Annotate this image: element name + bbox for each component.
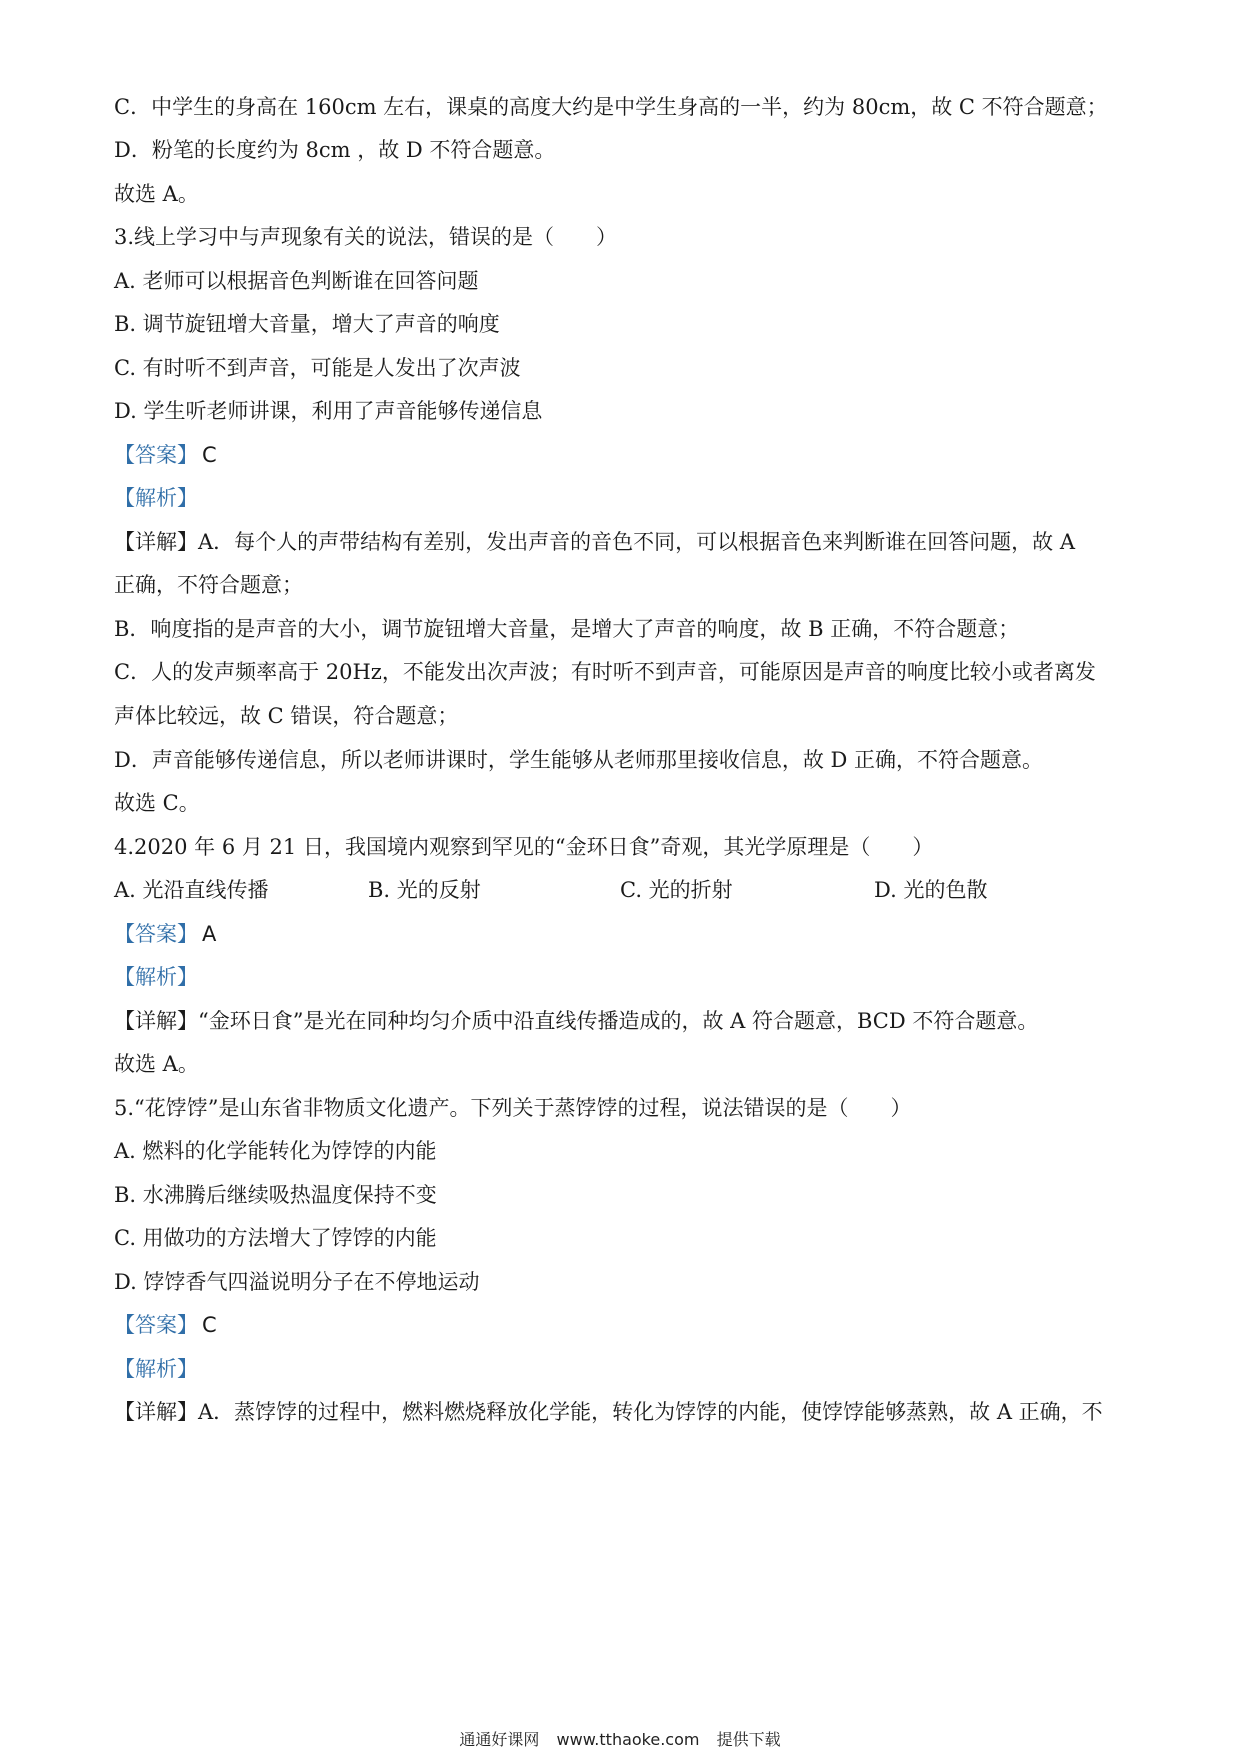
text-line: 故选 A。 [114,182,199,206]
text-line: 故选 C。 [114,791,200,815]
text-line: 故选 A。 [114,1052,199,1076]
question-4-option-a: A. 光沿直线传播 [114,878,269,902]
analysis-tag: 【解析】 [114,1357,198,1381]
text-line: D．声音能够传递信息，所以老师讲课时，学生能够从老师那里接收信息，故 D 正确，不符合题意。 [114,748,1044,772]
footer-site-name: 通通好课网 [459,1730,540,1749]
question-3-option-b: B. 调节旋钮增大音量，增大了声音的响度 [114,312,500,336]
question-5-option-d: D. 饽饽香气四溢说明分子在不停地运动 [114,1270,480,1294]
question-3-option-a: A. 老师可以根据音色判断谁在回答问题 [114,269,479,293]
question-5-answer [114,1311,217,1339]
question-5-option-b: B. 水沸腾后继续吸热温度保持不变 [114,1183,437,1207]
page-footer [0,1727,1240,1750]
footer-download: 提供下载 [716,1730,781,1749]
analysis-tag: 【解析】 [114,965,198,989]
detail-text: A．蒸饽饽的过程中，燃料燃烧释放化学能，转化为饽饽的内能，使饽饽能够蒸熟，故 A 正确，不 [198,1400,1103,1424]
footer-url-link[interactable]: www.tthaoke.com [556,1730,700,1749]
question-5-detail [114,1398,1103,1426]
text-line: 正确，不符合题意； [114,573,303,597]
text-line: C．人的发声频率高于 20Hz，不能发出次声波；有时听不到声音，可能原因是声音的响度比较小或者离发 [114,660,1096,684]
question-4-option-c: C. 光的折射 [620,878,733,902]
answer-value: C [202,1313,217,1337]
question-3-analysis [114,484,198,512]
question-3-stem: 3.线上学习中与声现象有关的说法，错误的是（ ） [114,225,618,249]
text-line: 声体比较远，故 C 错误，符合题意； [114,704,459,728]
question-3-option-c: C. 有时听不到声音，可能是人发出了次声波 [114,356,521,380]
detail-tag: 【详解】 [114,530,198,554]
question-4-stem: 4.2020 年 6 月 21 日，我国境内观察到罕见的“金环日食”奇观，其光学原理是（ ） [114,835,934,859]
answer-value: A [202,922,217,946]
question-5-stem: 5.“花饽饽”是山东省非物质文化遗产。下列关于蒸饽饽的过程，说法错误的是（ ） [114,1096,912,1120]
detail-text: A．每个人的声带结构有差别，发出声音的音色不同，可以根据音色来判断谁在回答问题，故 A [198,530,1076,554]
text-line: C．中学生的身高在 160cm 左右，课桌的高度大约是中学生身高的一半，约为 80cm，故 C 不符合题意； [114,95,1108,119]
question-4-answer [114,920,216,948]
question-3-detail [114,528,1075,556]
text-line: B．响度指的是声音的大小，调节旋钮增大音量，是增大了声音的响度，故 B 正确，不符合题意； [114,617,1020,641]
question-4-option-b: B. 光的反射 [368,878,481,902]
detail-text: “金环日食”是光在同种均匀介质中沿直线传播造成的，故 A 符合题意，BCD 不符合题意。 [198,1009,1039,1033]
answer-tag: 【答案】 [114,443,198,467]
detail-tag: 【详解】 [114,1400,198,1424]
detail-tag: 【详解】 [114,1009,198,1033]
question-4-detail [114,1007,1038,1035]
answer-tag: 【答案】 [114,1313,198,1337]
question-3-answer [114,441,217,469]
analysis-tag: 【解析】 [114,486,198,510]
answer-tag: 【答案】 [114,922,198,946]
question-5-option-a: A. 燃料的化学能转化为饽饽的内能 [114,1139,437,1163]
question-4-option-d: D. 光的色散 [874,878,988,902]
question-5-analysis [114,1355,198,1383]
question-3-option-d: D. 学生听老师讲课，利用了声音能够传递信息 [114,399,543,423]
question-4-analysis [114,963,198,991]
text-line: D．粉笔的长度约为 8cm ，故 D 不符合题意。 [114,138,556,162]
answer-value: C [202,443,217,467]
question-5-option-c: C. 用做功的方法增大了饽饽的内能 [114,1226,437,1250]
